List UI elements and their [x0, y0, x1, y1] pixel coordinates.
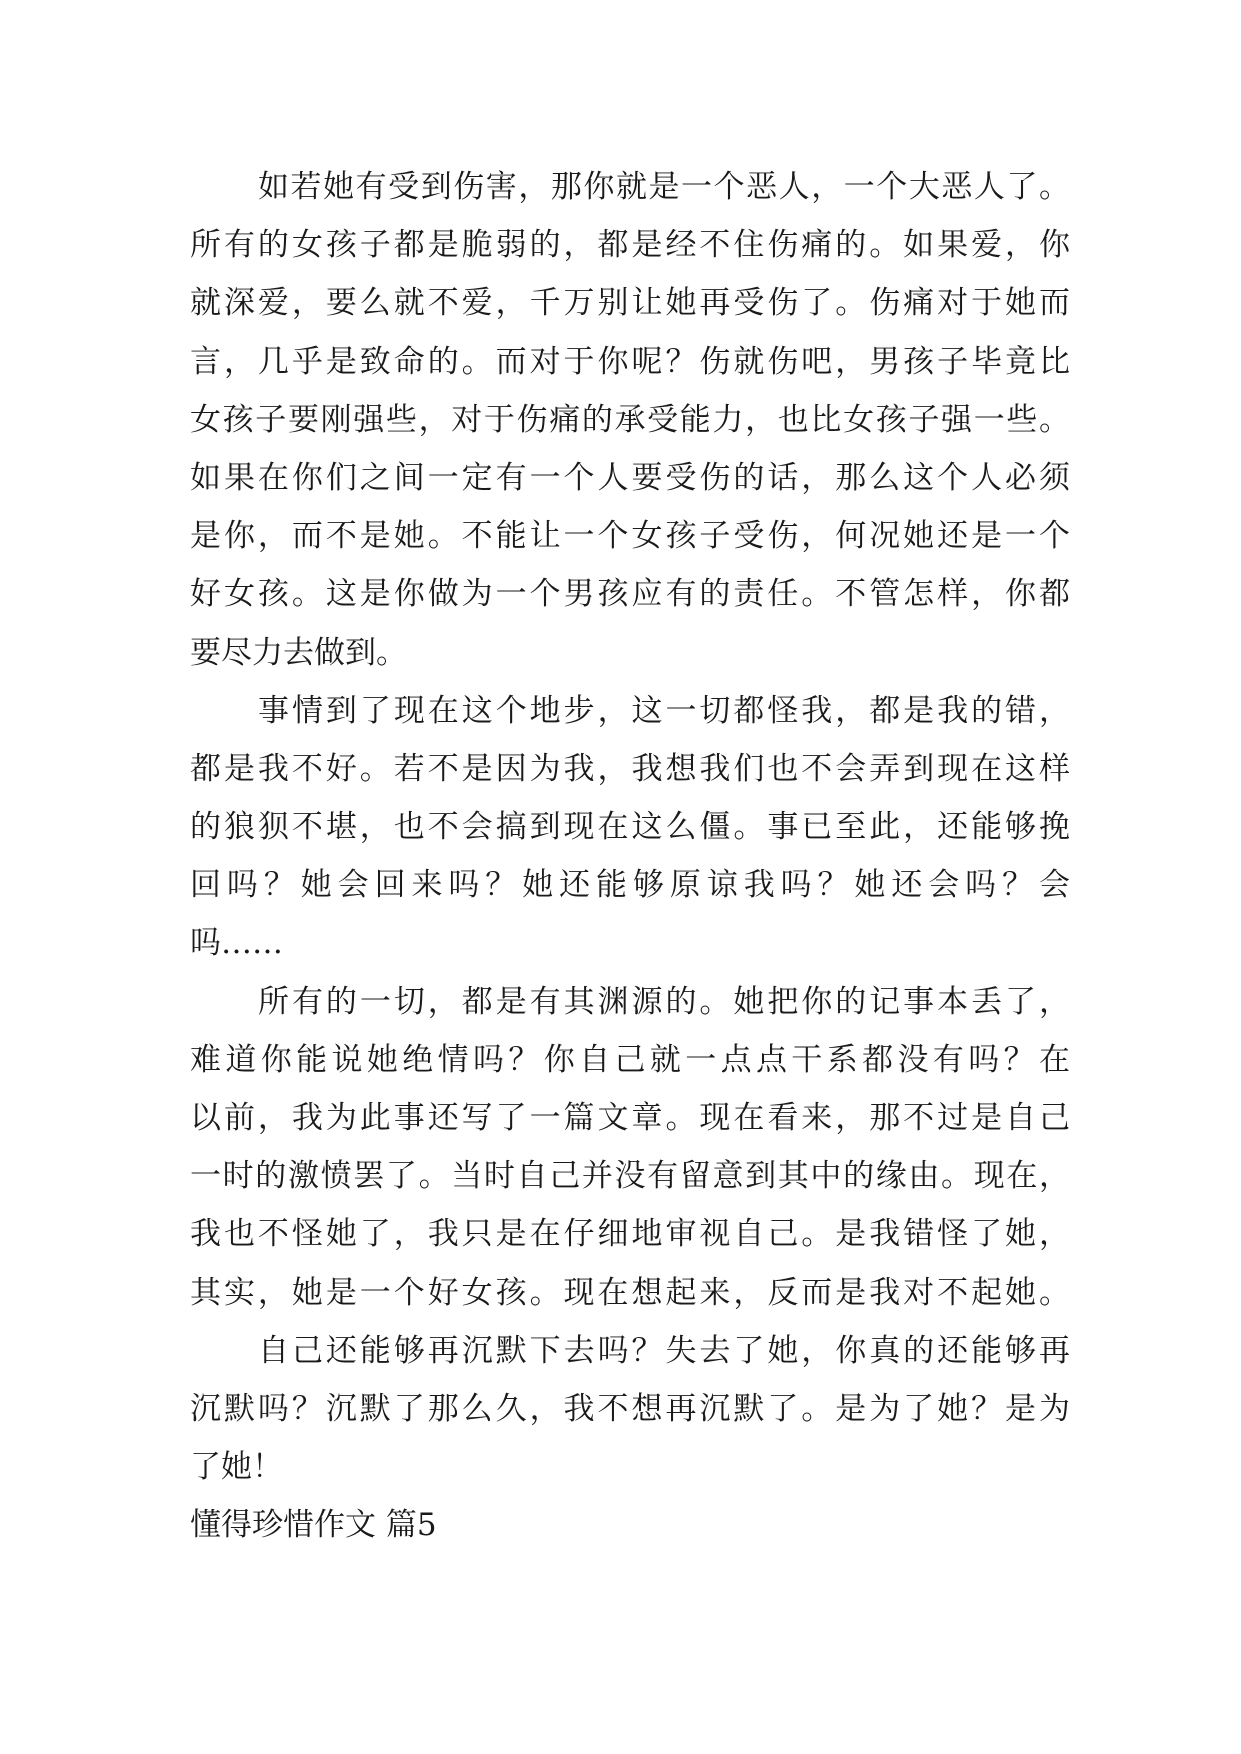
text-line: 女孩子要刚强些，对于伤痛的承受能力，也比女孩子强一些。: [190, 401, 1070, 438]
text-line: 回吗？她会回来吗？她还能够原谅我吗？她还会吗？会: [190, 867, 1070, 904]
text-line: 如若她有受到伤害，那你就是一个恶人，一个大恶人了。: [258, 169, 1070, 205]
text-line: 沉默吗？沉默了那么久，我不想再沉默了。是为了她？是为: [190, 1390, 1070, 1427]
text-line: 我也不怪她了，我只是在仔细地审视自己。是我错怪了她，: [190, 1216, 1070, 1253]
text-line: 吗……: [190, 925, 283, 962]
text-line: 其实，她是一个好女孩。现在想起来，反而是我对不起她。: [190, 1274, 1070, 1311]
text-line: 如果在你们之间一定有一个人要受伤的话，那么这个人必须: [190, 459, 1070, 496]
text-line: 了她！: [190, 1449, 283, 1486]
paragraph-3: [190, 973, 1070, 1322]
text-line: 都是我不好。若不是因为我，我想我们也不会弄到现在这样: [190, 750, 1070, 787]
text-line: 难道你能说她绝情吗？你自己就一点点干系都没有吗？在: [190, 1041, 1070, 1078]
text-line: 自己还能够再沉默下去吗？失去了她，你真的还能够再: [258, 1332, 1070, 1369]
text-line: 所有的一切，都是有其渊源的。她把你的记事本丢了，: [258, 983, 1070, 1020]
paragraph-2: [190, 682, 1070, 973]
text-line: 好女孩。这是你做为一个男孩应有的责任。不管怎样，你都: [190, 576, 1070, 613]
section-heading: 懂得珍惜作文 篇5: [190, 1507, 437, 1544]
text-line: 是你，而不是她。不能让一个女孩子受伤，何况她还是一个: [190, 518, 1070, 555]
text-line: 要尽力去做到。: [190, 634, 407, 671]
text-line: 一时的激愤罢了。当时自己并没有留意到其中的缘由。现在，: [190, 1158, 1070, 1195]
paragraph-1: [190, 158, 1070, 682]
text-line: 事情到了现在这个地步，这一切都怪我，都是我的错，: [258, 692, 1070, 729]
text-line: 以前，我为此事还写了一篇文章。现在看来，那不过是自己: [190, 1100, 1070, 1136]
text-line: 的狼狈不堪，也不会搞到现在这么僵。事已至此，还能够挽: [190, 809, 1070, 846]
text-line: 就深爱，要么就不爱，千万别让她再受伤了。伤痛对于她而: [190, 285, 1070, 322]
paragraph-4: [190, 1322, 1070, 1497]
document-body: [190, 158, 1070, 1555]
text-line: 言，几乎是致命的。而对于你呢？伤就伤吧，男孩子毕竟比: [190, 343, 1070, 380]
text-line: 所有的女孩子都是脆弱的，都是经不住伤痛的。如果爱，你: [190, 227, 1070, 264]
